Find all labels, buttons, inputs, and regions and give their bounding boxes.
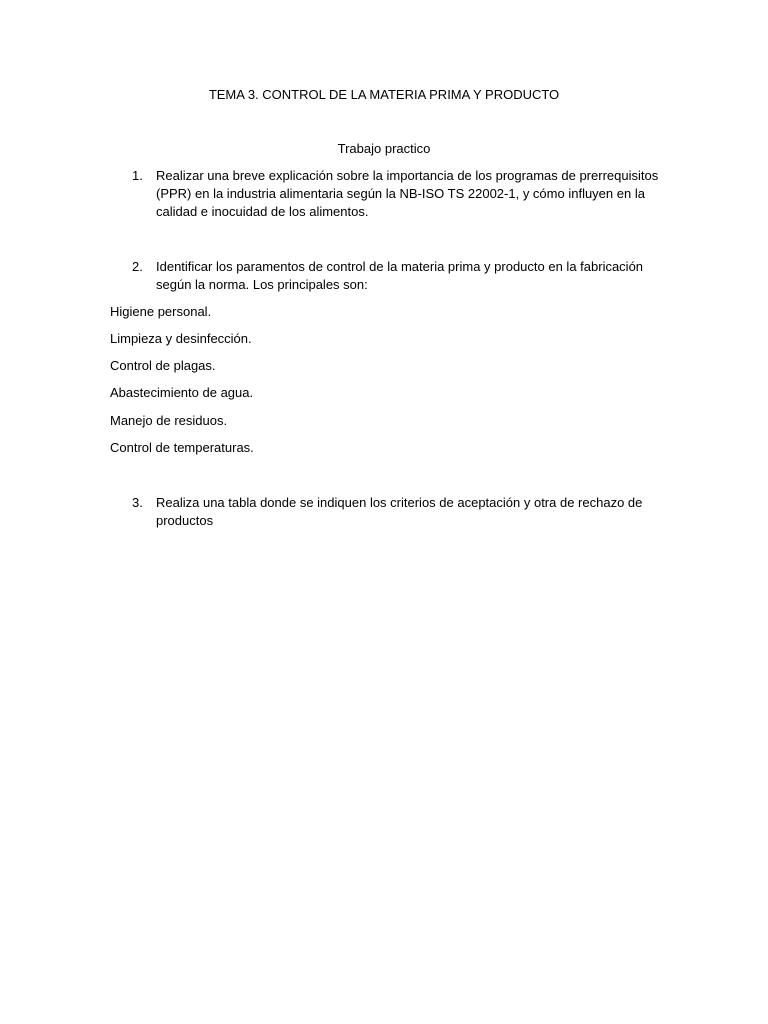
document-subtitle: Trabajo practico (337, 141, 431, 156)
list-item-text: Realiza una tabla donde se indiquen los criterios de aceptación y otra de rechazo de productos (156, 495, 643, 528)
list-item-text: Identificar los paramentos de control de la materia prima y producto en la fabricación según la norma. Los principales son: (156, 259, 644, 292)
list-item-number: 3. (132, 495, 143, 510)
principal-item: Higiene personal. (110, 304, 212, 319)
principal-item: Limpieza y desinfección. (110, 331, 252, 346)
list-item-text: Realizar una breve explicación sobre la importancia de los programas de prerrequisitos (PPR) en la industria alimentaria según la NB-ISO TS 22002-1, y cómo influyen en la calidad e inocuidad de los alimentos. (156, 168, 659, 219)
list-item (110, 167, 670, 221)
principal-item: Control de plagas. (110, 358, 216, 373)
list-item (110, 494, 670, 530)
list-item-number: 2. (132, 259, 143, 274)
principal-item: Control de temperaturas. (110, 440, 254, 455)
list-item-number: 1. (132, 168, 143, 183)
principal-item: Abastecimiento de agua. (110, 385, 254, 400)
principal-item: Manejo de residuos. (110, 413, 228, 428)
document-title: TEMA 3. CONTROL DE LA MATERIA PRIMA Y PRODUCTO (208, 87, 560, 102)
list-item (110, 258, 670, 294)
